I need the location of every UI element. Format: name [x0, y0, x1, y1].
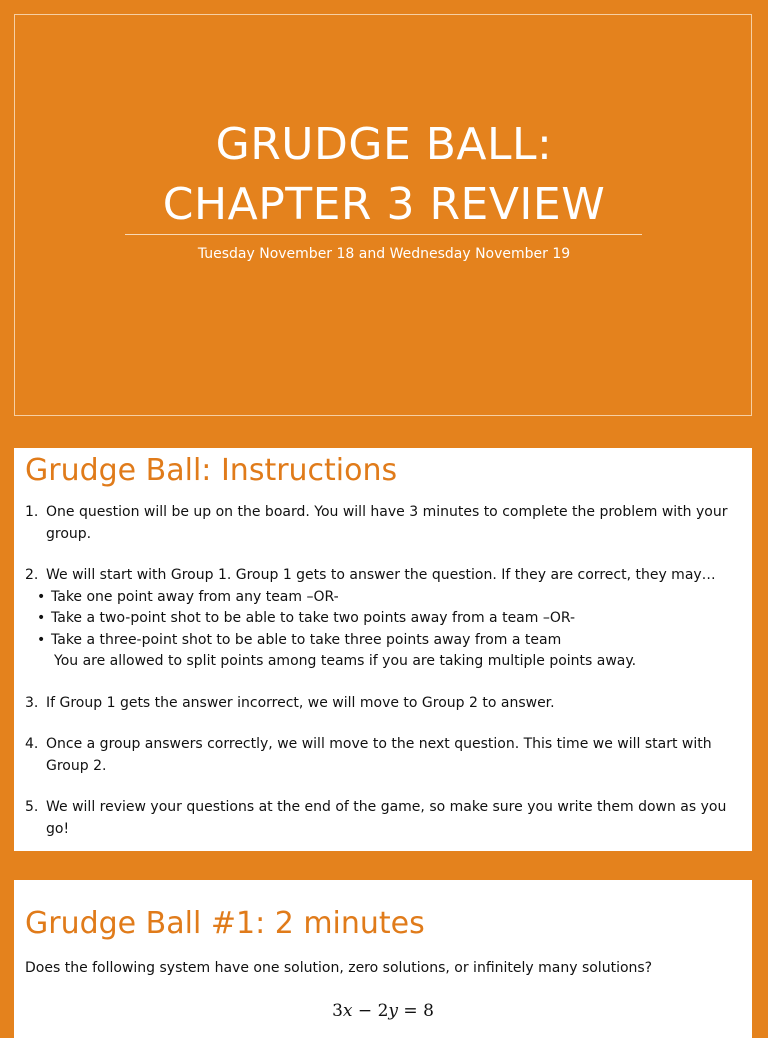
equation-rhs: 8 [423, 1001, 434, 1021]
instructions-panel [14, 448, 752, 851]
instructions-list [25, 502, 741, 840]
equation-equals: = [398, 1001, 424, 1021]
item-number: 2. [25, 567, 39, 583]
bullet-icon: • [37, 610, 46, 626]
instructions-slide [0, 433, 768, 865]
bullet-text: Take a two-point shot to be able to take two points away from a team –OR- [51, 610, 576, 626]
bullet-icon: • [37, 588, 46, 605]
equation-coef: 3 [332, 1001, 343, 1021]
equation-var: x [342, 1001, 353, 1021]
item-text: We will start with Group 1. Group 1 gets to answer the question. If they are correct, they may… [46, 567, 716, 583]
question-title: Grudge Ball #1: 2 minutes [25, 906, 425, 941]
item-text: One question will be up on the board. You will have 3 minutes to complete the problem with your group. [46, 504, 728, 542]
question-panel [14, 880, 752, 1038]
bullet-item [25, 630, 741, 652]
instructions-title: Grudge Ball: Instructions [25, 453, 398, 488]
subtitle: Tuesday November 18 and Wednesday November 19 [197, 246, 571, 262]
bullet-icon: • [37, 631, 46, 648]
question-slide [0, 866, 768, 1024]
title-line-2: CHAPTER 3 REVIEW [162, 179, 606, 230]
equation [14, 1001, 752, 1021]
bullet-item [25, 608, 741, 630]
equation-var: y [388, 1001, 399, 1021]
list-item [25, 565, 741, 587]
list-item [25, 693, 741, 715]
title-slide [0, 0, 768, 432]
item-text: If Group 1 gets the answer incorrect, we will move to Group 2 to answer. [46, 694, 555, 711]
bullet-item [25, 587, 741, 609]
list-item [25, 502, 741, 545]
question-text: Does the following system have one solution, zero solutions, or infinitely many solutions? [25, 960, 653, 976]
title-line-1: GRUDGE BALL: [215, 119, 553, 170]
item-text: We will review your questions at the end of the game, so make sure you write them down as you go! [46, 799, 727, 837]
list-item [25, 734, 741, 777]
split-note: You are allowed to split points among teams if you are taking multiple points away. [54, 653, 637, 669]
bullet-text: Take one point away from any team –OR- [51, 588, 339, 605]
equation-operator: − [352, 1001, 378, 1021]
item-number: 4. [25, 736, 39, 752]
item-number: 5. [25, 799, 39, 815]
list-item [25, 797, 741, 840]
item-number: 1. [25, 504, 39, 520]
equation-coef: 2 [377, 1001, 389, 1021]
title-divider [125, 234, 642, 235]
item-text: Once a group answers correctly, we will move to the next question. This time we will start with Group 2. [46, 736, 712, 774]
item-number: 3. [25, 694, 39, 711]
bullet-text: Take a three-point shot to be able to take three points away from a team [51, 631, 562, 648]
